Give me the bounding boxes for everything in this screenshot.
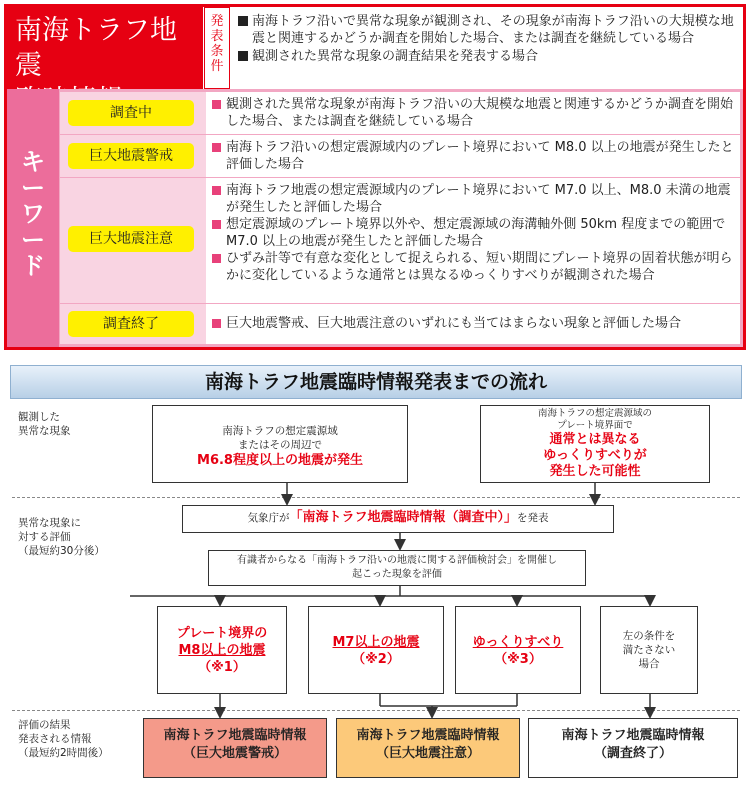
case-m8-box: プレート境界の M8以上の地震 （※1） bbox=[157, 606, 287, 694]
keyword-tag: 調査終了 bbox=[68, 311, 194, 337]
jma-announcement-box: 気象庁が「南海トラフ地震臨時情報（調査中）」を発表 bbox=[182, 505, 614, 533]
keyword-row: 巨大地震注意 南海トラフ地震の想定震源域内のプレート境界において M7.0 以上、M8.0 未満の地震が発生したと評価した場合 想定震源域のプレート境界以外や、想定震源域の海溝軸外側 50km 程度までの範囲で M7.0 以上の地震が発生したと評価した場合 ひずみ計等で有意な変化として捉えられる、短い期間にプレート境界の固着状態が明らかに変化しているような通常とは異なるゆっくりすべりが観測された場合 bbox=[60, 178, 740, 303]
keyword-row: 巨大地震警戒 南海トラフ沿いの想定震源域内のプレート境界において M8.0 以上の地震が発生したと評価した場合 bbox=[60, 135, 740, 177]
observed-slow-slip-box: 南海トラフの想定震源域の プレート境界面で 通常とは異なる ゆっくりすべりが 発生した可能性 bbox=[480, 405, 710, 483]
condition-item: 観測された異常な現象の調査結果を発表する場合 bbox=[237, 48, 739, 65]
keyword-tag: 巨大地震注意 bbox=[68, 226, 194, 252]
result-megaquake-warning: 南海トラフ地震臨時情報 （巨大地震警戒） bbox=[143, 718, 327, 778]
stage-label-result: 評価の結果 発表される情報 （最短約2時間後） bbox=[18, 719, 109, 759]
keyword-row: 調査中 観測された異常な現象が南海トラフ沿いの大規模な地震と関連するかどうか調査を開始した場合、または調査を継続している場合 bbox=[60, 92, 740, 134]
condition-item: 南海トラフ沿いで異常な現象が観測され、その現象が南海トラフ沿いの大規模な地震と関連するかどうか調査を開始した場合、または調査を継続している場合 bbox=[237, 13, 739, 47]
keyword-row: 調査終了 巨大地震警戒、巨大地震注意のいずれにも当てはまらない現象と評価した場合 bbox=[60, 304, 740, 344]
stage-label-evaluation: 異常な現象に 対する評価 （最短約30分後） bbox=[18, 517, 105, 557]
committee-box: 有識者からなる「南海トラフ沿いの地震に関する評価検討会」を開催し 起こった現象を評価 bbox=[208, 550, 586, 586]
keyword-tag: 調査中 bbox=[68, 100, 194, 126]
conditions-label: 発 表 条 件 bbox=[204, 7, 230, 89]
observed-earthquake-box: 南海トラフの想定震源域 またはその周辺で M6.8程度以上の地震が発生 bbox=[152, 405, 408, 483]
keyword-tag: 巨大地震警戒 bbox=[68, 143, 194, 169]
stage-label-observed: 観測した 異常な現象 bbox=[18, 411, 71, 437]
flow-title: 南海トラフ地震臨時情報発表までの流れ bbox=[10, 365, 742, 399]
result-megaquake-advisory: 南海トラフ地震臨時情報 （巨大地震注意） bbox=[336, 718, 520, 778]
case-other-box: 左の条件を 満たさない 場合 bbox=[600, 606, 698, 694]
case-slow-slip-box: ゆっくりすべり （※3） bbox=[455, 606, 581, 694]
case-m7-box: M7以上の地震 （※2） bbox=[308, 606, 444, 694]
keywords-label: キ ー ワ ー ド bbox=[7, 89, 59, 347]
panel-title: 南海トラフ地震 bbox=[7, 7, 203, 89]
result-investigation-ended: 南海トラフ地震臨時情報 （調査終了） bbox=[528, 718, 738, 778]
